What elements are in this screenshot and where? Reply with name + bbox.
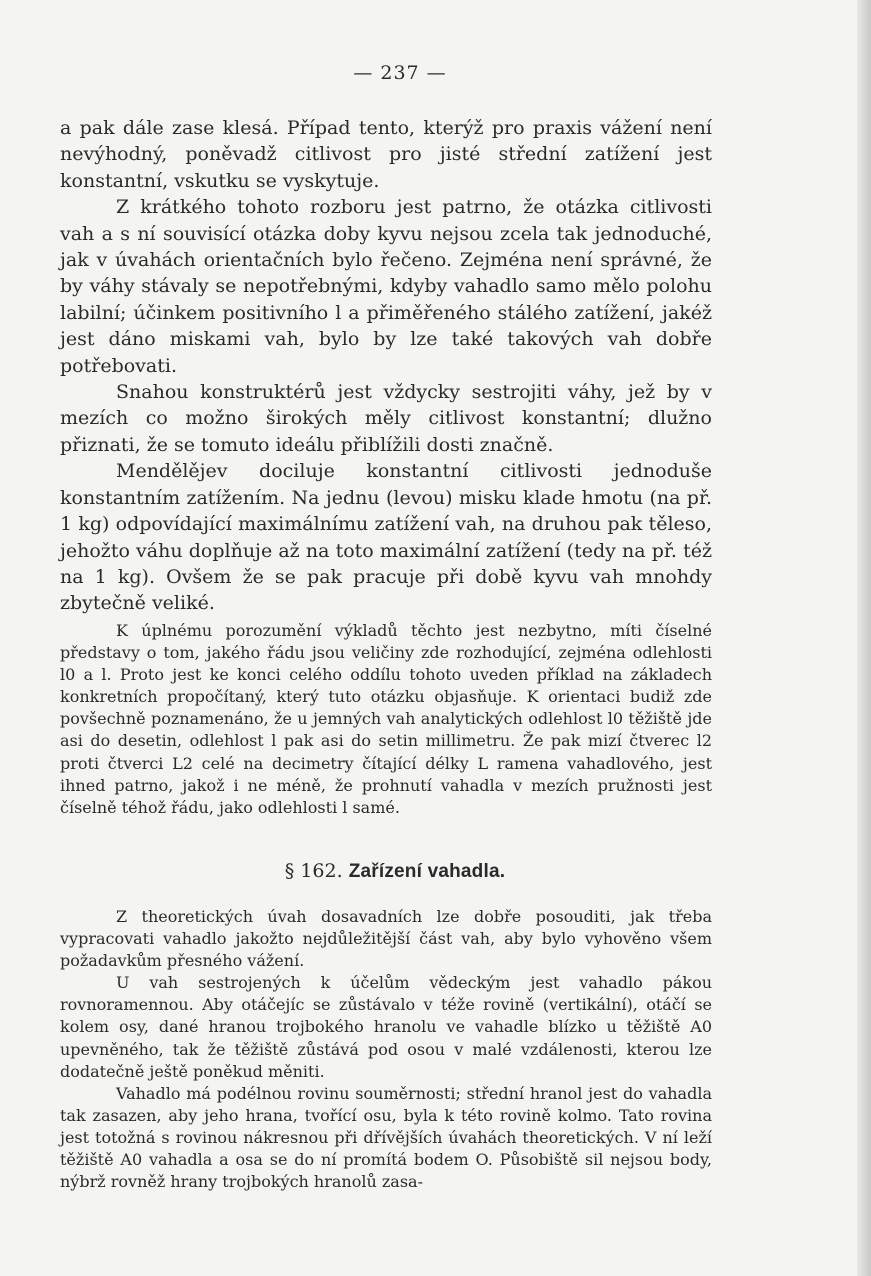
section-text-block bbox=[60, 906, 712, 1193]
small-paragraph: K úplnému porozumění výkladů těchto jest nezbytno, míti číselné představy o tom, jakého řádu jsou veličiny zde rozhodující, zejména odlehlosti l0 a l. Proto jest ke konci celého oddílu tohoto uveden příklad na základech konkretních propočítaný, který tuto otázku objasňuje. K orientaci budiž zde povšechně poznamenáno, že u jemných vah analytických odlehlost l0 těžiště jde asi do desetin, odlehlost l pak asi do setin millimetru. Že pak mizí čtverec l2 proti čtverci L2 celé na decimetry čítající délky L ramena vahadlového, jest ihned patrno, jakož i ne méně, že prohnutí vahadla v mezích pružnosti jest číselně téhož řádu, jako odlehlosti l samé. bbox=[60, 621, 712, 817]
section-heading bbox=[0, 860, 790, 883]
page-number: — 237 — bbox=[353, 62, 447, 84]
paragraph: Snahou konstruktérů jest vždycky sestrojiti váhy, jež by v mezích co možno širokých měly citlivost konstantní; dlužno přiznati, že se tomuto ideálu přiblížili dosti značně. bbox=[60, 381, 712, 456]
page-edge-shadow bbox=[857, 0, 871, 1276]
footnote-text-block bbox=[60, 620, 712, 819]
paragraph: Z krátkého tohoto rozboru jest patrno, že otázka citlivosti vah a s ní souvisící otázka doby kyvu nejsou zcela tak jednoduché, jak v úvahách orientačních bylo řečeno. Zejména není správné, že by váhy stávaly se nepotřebnými, kdyby vahadlo samo mělo polohu labilní; účinkem positivního l a přiměřeného stálého zatížení, jakéž jest dáno miskami vah, bylo by lze také takových vah dobře potřebovati. bbox=[60, 196, 712, 377]
section-sign: § 162. bbox=[284, 860, 343, 882]
paragraph: Vahadlo má podélnou rovinu souměrnosti; střední hranol jest do vahadla tak zasazen, aby jeho hrana, tvořící osu, byla k této rovině kolmo. Tato rovina jest totožná s rovinou nákresnou při dřívějších úvahách theoretických. V ní leží těžiště A0 vahadla a osa se do ní promítá bodem O. Působiště sil nejsou body, nýbrž rovněž hrany trojbokých hranolů zasa- bbox=[60, 1083, 712, 1192]
main-text-block bbox=[60, 115, 712, 617]
paragraph: Z theoretických úvah dosavadních lze dobře posouditi, jak třeba vypracovati vahadlo jakožto nejdůležitější část vah, aby bylo vyhověno všem požadavkům přesného vážení. bbox=[60, 907, 712, 971]
section-title: Zařízení vahadla. bbox=[348, 861, 506, 882]
paragraph: Mendělějev dociluje konstantní citlivosti jednoduše konstantním zatížením. Na jednu (levou) misku klade hmotu (na př. 1 kg) odpovídající maximálnímu zatížení vah, na druhou pak těleso, jehožto váhu doplňuje až na toto maximální zatížení (tedy na př. též na 1 kg). Ovšem že se pak pracuje při době kyvu vah mnohdy zbytečně veliké. bbox=[60, 460, 712, 615]
paragraph: a pak dále zase klesá. Případ tento, kterýž pro praxis vážení není nevýhodný, poněvadž citlivost pro jisté střední zatížení jest konstantní, vskutku se vyskytuje. bbox=[60, 117, 712, 192]
paragraph: U vah sestrojených k účelům vědeckým jest vahadlo pákou rovnoramennou. Aby otáčejíc se zůstávalo v téže rovině (vertikální), otáčí se kolem osy, dané hranou trojbokého hranolu ve vahadle blízko u těžiště A0 upevněného, tak že těžiště zůstává pod osou v malé vzdálenosti, kterou lze dodatečně ještě poněkud měniti. bbox=[60, 973, 712, 1081]
